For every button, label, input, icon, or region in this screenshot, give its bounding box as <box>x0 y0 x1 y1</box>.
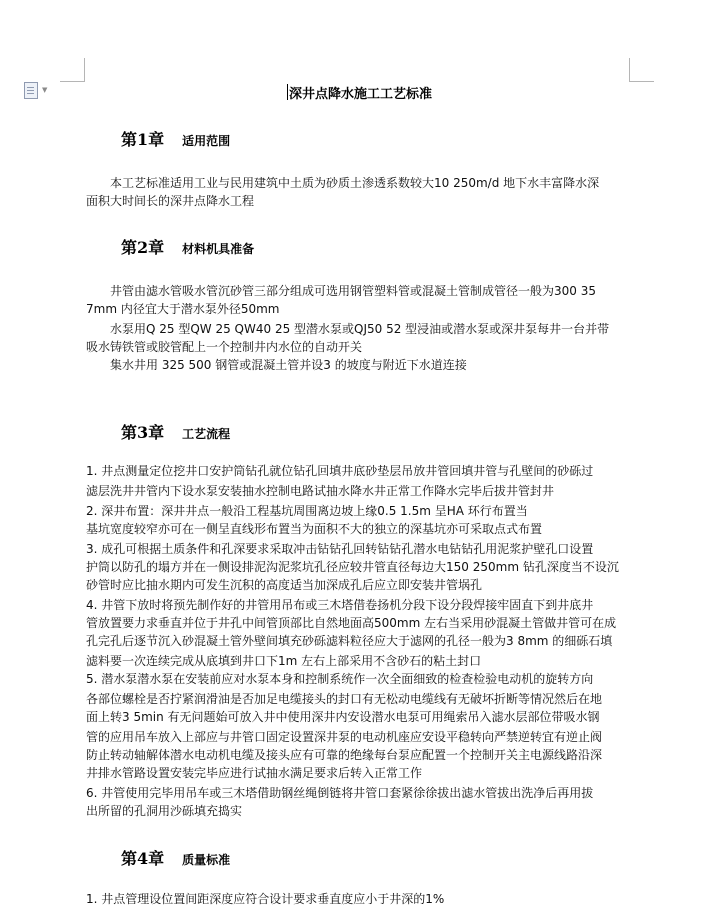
chapter-title: 材料机具准备 <box>182 242 255 256</box>
paragraph-line: 吸水铸铁管或胶管配上一个控制井内水位的自动开关 <box>86 340 363 354</box>
paragraph-line: 防止转动轴解体潜水电动机电缆及接头应有可靠的绝缘每台泵应配置一个控制开关主电源线路沿深 <box>86 748 603 762</box>
paragraph-line: 4. 井管下放时将预先制作好的井管用吊布或三木塔借卷扬机分段下设分段焊接牢固直下到井底井 <box>86 598 594 612</box>
paragraph-line: 1. 井点测量定位挖井口安护筒钻孔就位钻孔回填井底砂垫层吊放井管回填井管与孔壁间的砂砾过 <box>86 464 594 478</box>
chapter-number: 第4章 <box>121 849 165 868</box>
paragraph-line: 护筒以防孔的塌方并在一侧设排泥沟泥浆坑孔径应较井管直径每边大150 250mm 钻孔深度当不设沉 <box>86 560 619 574</box>
paragraph-line: 滤层洗井井管内下设水泵安装抽水控制电路试抽水降水井正常工作降水完毕后拔井管封井 <box>86 484 555 498</box>
document-title: 深井点降水施工工艺标准 <box>289 87 433 102</box>
chapter-title: 质量标准 <box>182 853 231 867</box>
chapter-heading <box>121 235 254 258</box>
paragraph-line: 集水井用 325 500 钢管或混凝土管并设3 的坡度与附近下水道连接 <box>110 358 467 372</box>
paragraph-line: 各部位螺栓是否拧紧润滑油是否加足电缆接头的封口有无松动电缆线有无破坏折断等情况然后在地 <box>86 692 603 706</box>
paragraph-line: 本工艺标准适用工业与民用建筑中土质为砂质土渗透系数较大10 250m/d 地下水丰富降水深 <box>110 176 600 190</box>
paragraph-line: 管放置要力求垂直并位于井孔中间管顶部比自然地面高500mm 左右当采用砂混凝土管做井管可在成 <box>86 616 617 630</box>
chapter-heading <box>121 127 230 150</box>
paragraph-line: 1. 井点管理设位置间距深度应符合设计要求垂直度应小于井深的1% <box>86 892 445 906</box>
paragraph-line: 出所留的孔洞用沙砾填充捣实 <box>86 804 243 818</box>
chapter-heading <box>121 420 230 443</box>
paragraph-line: 面积大时间长的深井点降水工程 <box>86 194 255 208</box>
text-cursor <box>287 84 288 100</box>
crop-mark-right-vertical <box>629 58 630 81</box>
paragraph-line: 砂管时应比抽水期内可发生沉积的高度适当加深成孔后应立即安装井管埚孔 <box>86 578 483 592</box>
paragraph-line: 面上转3 5min 有无问题始可放入井中使用深井内安设潜水电泵可用绳索吊入滤水层部位带吸水钢 <box>86 710 600 724</box>
paragraph-line: 井排水管路设置安装完毕应进行试抽水满足要求后转入正常工作 <box>86 766 423 780</box>
paragraph-line: 2. 深井布置：深井井点一般沿工程基坑周围离边坡上缘0.5 1.5m 呈HA 环行布置当 <box>86 504 528 518</box>
chapter-number: 第1章 <box>121 130 165 149</box>
paragraph-line: 滤料要一次连续完成从底填到井口下1m 左右上部采用不含砂石的粘土封口 <box>86 654 482 668</box>
paragraph-line: 基坑宽度较窄亦可在一侧呈直线形布置当为面积不大的独立的深基坑亦可采取点式布置 <box>86 522 543 536</box>
dropdown-caret-icon[interactable]: ▼ <box>42 86 48 94</box>
chapter-heading <box>121 846 230 869</box>
chapter-number: 第2章 <box>121 238 165 257</box>
chapter-title: 适用范围 <box>182 134 231 148</box>
chapter-title: 工艺流程 <box>182 427 231 441</box>
paragraph-line: 管的应用吊车放入上部应与井管口固定设置深井泵的电动机座应安设平稳转向严禁逆转宜有逆止阀 <box>86 730 603 744</box>
document-icon[interactable] <box>24 82 38 99</box>
crop-mark-left-horizontal <box>60 81 85 82</box>
paragraph-line: 水泵用Q 25 型QW 25 QW40 25 型潜水泵或QJ50 52 型浸油或潜水泵或深井泵每井一台并带 <box>110 322 610 336</box>
paragraph-line: 3. 成孔可根据土质条件和孔深要求采取冲击钻钻孔回转钻钻孔潜水电钻钻孔用泥浆护壁孔口设置 <box>86 542 594 556</box>
crop-mark-left-vertical <box>84 58 85 81</box>
paragraph-line: 7mm 内径宜大于潜水泵外径50mm <box>86 302 280 316</box>
paragraph-line: 井管由滤水管吸水管沉砂管三部分组成可选用钢管塑料管或混凝土管制成管径一般为300 35 <box>110 284 596 298</box>
paragraph-line: 5. 潜水泵潜水泵在安装前应对水泵本身和控制系统作一次全面细致的检查检验电动机的旋转方向 <box>86 672 594 686</box>
paragraph-line: 6. 井管使用完毕用吊车或三木塔借助钢丝绳倒链将井管口套紧徐徐拔出滤水管拔出洗净后再用拔 <box>86 786 594 800</box>
crop-mark-right-horizontal <box>629 81 654 82</box>
paragraph-line: 孔完孔后逐节沉入砂混凝土管外壁间填充砂砾滤料粒径应大于滤网的孔径一般为3 8mm 的细砾石填 <box>86 634 613 648</box>
chapter-number: 第3章 <box>121 423 165 442</box>
